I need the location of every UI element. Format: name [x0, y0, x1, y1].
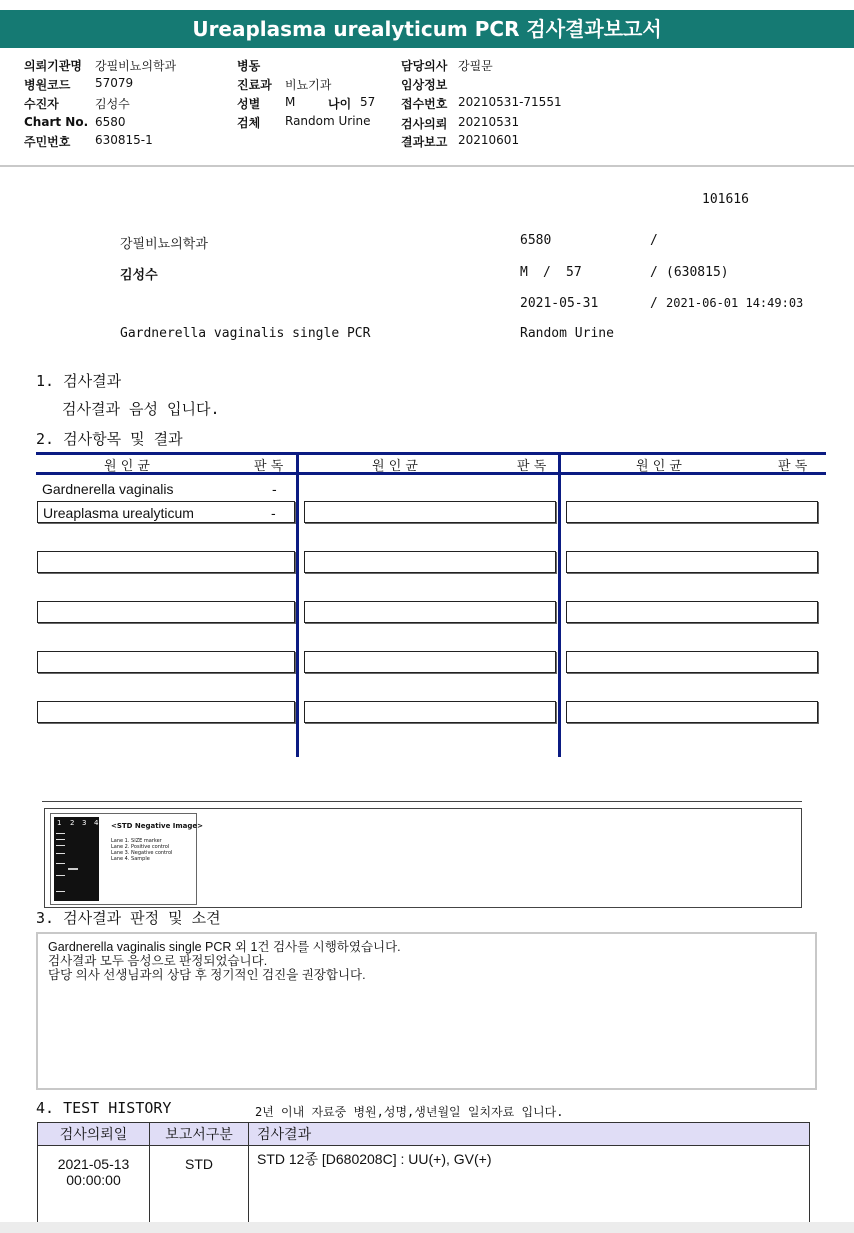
request-date-value: 20210531 — [458, 115, 520, 129]
pathogen-name: Ureaplasma urealyticum — [43, 505, 194, 521]
result-cell — [37, 501, 295, 523]
request-date-label: 검사의뢰 — [401, 117, 448, 131]
slash: / — [650, 233, 658, 248]
opinion-line: Gardnerella vaginalis single PCR 외 1건 검사를 시행하였습니다. — [48, 940, 401, 954]
patient-request-date: 2021-05-31 — [520, 296, 599, 311]
gender-value: M — [285, 95, 296, 109]
section2-title: 2. 검사항목 및 결과 — [36, 430, 183, 448]
pathogen-name: Gardnerella vaginalis — [42, 481, 174, 497]
doctor-value: 강필문 — [458, 59, 493, 73]
hospital-label: 의뢰기관명 — [24, 59, 82, 73]
patient-test-name: Gardnerella vaginalis single PCR — [120, 326, 371, 341]
patient-report-datetime: 2021-06-01 14:49:03 — [666, 296, 804, 310]
clinical-info-label: 임상정보 — [401, 78, 448, 92]
col-pathogen-header: 원 인 균 — [372, 459, 418, 474]
receipt-no-label: 접수번호 — [401, 97, 448, 111]
resident-no-value: 630815-1 — [95, 133, 153, 147]
result-cell — [566, 701, 818, 723]
slash: / — [650, 296, 658, 311]
history-header: 검사의뢰일 — [38, 1123, 150, 1146]
gel-band — [56, 839, 65, 840]
gel-band — [56, 833, 65, 834]
chart-no-value: 6580 — [95, 115, 126, 129]
column-divider — [558, 452, 561, 757]
history-table — [37, 1122, 810, 1223]
result-cell — [566, 501, 818, 523]
section1-text: 검사결과 음성 입니다. — [62, 400, 220, 418]
col-judgment-header: 판 독 — [778, 459, 808, 474]
gel-band — [56, 853, 65, 854]
table-header-rule — [36, 472, 826, 475]
patient-age: 57 — [566, 265, 582, 280]
gel-legend: Lane 3. Negative control — [111, 850, 173, 856]
dept-value: 비뇨기과 — [285, 78, 332, 92]
column-divider — [296, 452, 299, 757]
col-pathogen-header: 원 인 균 — [104, 459, 150, 474]
section4-title: 4. TEST HISTORY — [36, 1099, 172, 1117]
result-cell — [37, 601, 295, 623]
col-pathogen-header: 원 인 균 — [636, 459, 682, 474]
history-note: 2년 이내 자료중 병원,성명,생년월일 일치자료 입니다. — [255, 1105, 564, 1119]
gel-title: <STD Negative Image> — [111, 822, 204, 830]
history-header: 보고서구분 — [150, 1123, 249, 1146]
history-date: 2021-05-13 — [57, 1156, 130, 1172]
result-cell — [37, 651, 295, 673]
result-cell — [304, 601, 556, 623]
age-value: 57 — [360, 95, 376, 109]
table-row — [38, 1146, 810, 1223]
lane-label: 3 — [82, 819, 87, 827]
history-time: 00:00:00 — [66, 1172, 121, 1188]
chart-no-label: Chart No. — [24, 115, 89, 129]
patient-specimen: Random Urine — [520, 326, 614, 341]
gel-band — [56, 875, 65, 876]
gel-panel-rule — [42, 801, 802, 802]
hospital-code-value: 57079 — [95, 76, 134, 90]
section3-title: 3. 검사결과 판정 및 소견 — [36, 909, 221, 927]
patient-value: 김성수 — [95, 97, 130, 111]
report-title: Ureaplasma urealyticum PCR 검사결과보고서 — [0, 10, 854, 48]
result-cell — [566, 601, 818, 623]
report-id: 101616 — [702, 192, 749, 207]
dept-label: 진료과 — [237, 78, 272, 92]
slash: / — [543, 265, 551, 280]
patient-label: 수진자 — [24, 97, 59, 111]
history-date-cell — [38, 1146, 150, 1223]
result-cell — [37, 701, 295, 723]
doctor-label: 담당의사 — [401, 59, 448, 73]
pathogen-result: - — [271, 505, 276, 521]
slash: / — [650, 265, 658, 280]
specimen-value: Random Urine — [285, 114, 371, 128]
gel-legend: Lane 1. SIZE marker — [111, 838, 162, 844]
col-judgment-header: 판 독 — [517, 459, 547, 474]
gel-image — [50, 813, 204, 905]
history-result: STD 12종 [D680208C] : UU(+), GV(+) — [249, 1146, 810, 1223]
report-date-value: 20210601 — [458, 133, 520, 147]
result-cell — [304, 501, 556, 523]
section1-title: 1. 검사결과 — [36, 372, 122, 390]
ward-label: 병동 — [237, 59, 261, 73]
gel-band — [56, 891, 65, 892]
patient-clinic: 강필비뇨의학과 — [120, 237, 208, 252]
gel-legend: Lane 2. Positive control — [111, 844, 170, 850]
gender-label: 성별 — [237, 97, 261, 111]
gel-lanes — [54, 817, 99, 901]
gel-legend: Lane 4. Sample — [111, 856, 150, 862]
result-cell — [304, 701, 556, 723]
result-cell — [566, 651, 818, 673]
report-date-label: 결과보고 — [401, 135, 448, 149]
patient-chart: 6580 — [520, 233, 552, 248]
lane-label: 2 — [70, 819, 75, 827]
table-top-rule — [36, 452, 826, 455]
result-cell — [566, 551, 818, 573]
result-cell — [304, 651, 556, 673]
receipt-no-value: 20210531-71551 — [458, 95, 562, 109]
lane-label: 1 — [57, 819, 62, 827]
patient-birth: (630815) — [666, 265, 729, 280]
opinion-line: 검사결과 모두 음성으로 판정되었습니다. — [48, 954, 268, 968]
resident-no-label: 주민번호 — [24, 135, 71, 149]
page-footer-strip — [0, 1222, 854, 1233]
specimen-label: 검체 — [237, 116, 261, 130]
gel-band — [68, 868, 78, 870]
history-type: STD — [150, 1146, 249, 1223]
opinion-box — [36, 932, 817, 1090]
hospital-code-label: 병원코드 — [24, 78, 71, 92]
patient-gender: M — [520, 265, 528, 280]
report-header — [0, 48, 854, 167]
result-cell — [304, 551, 556, 573]
result-cell — [37, 551, 295, 573]
col-judgment-header: 판 독 — [254, 459, 284, 474]
age-label: 나이 — [328, 97, 352, 111]
patient-name: 김성수 — [120, 268, 158, 283]
opinion-line: 담당 의사 선생님과의 상담 후 정기적인 검진을 권장합니다. — [48, 968, 366, 982]
hospital-value: 강필비뇨의학과 — [95, 59, 177, 73]
pathogen-result: - — [272, 481, 277, 497]
gel-band — [56, 863, 65, 864]
history-header: 검사결과 — [249, 1123, 810, 1146]
gel-band — [56, 845, 65, 846]
lane-label: 4 — [94, 819, 99, 827]
